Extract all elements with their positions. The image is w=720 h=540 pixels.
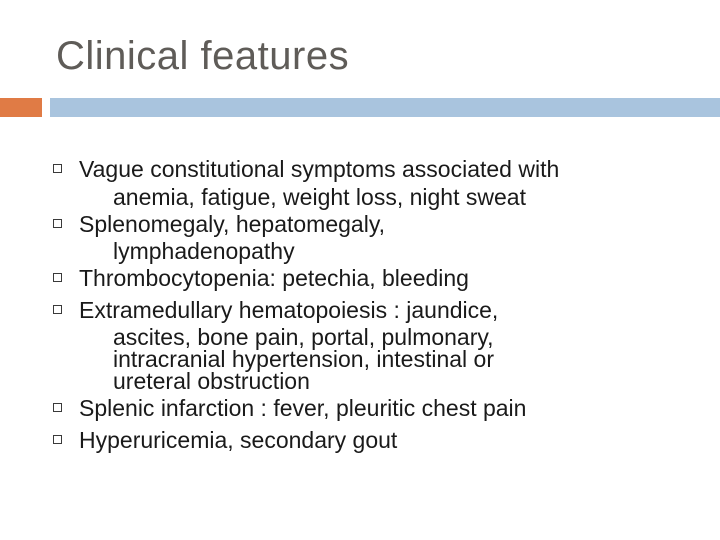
- bullet-list: [50, 155, 690, 455]
- bullet-text: Splenomegaly, hepatomegaly,: [79, 210, 386, 237]
- bullet-text: Extramedullary hematopoiesis : jaundice,: [79, 296, 499, 323]
- title-accent-bar-blue: [50, 98, 720, 117]
- bullet-item: [50, 296, 690, 393]
- hollow-square-bullet-icon: [53, 273, 62, 282]
- title-accent-bar-orange: [0, 98, 42, 117]
- bullet-item: [50, 155, 690, 208]
- bullet-text: Splenic infarction : fever, pleuritic chest pain: [79, 395, 527, 421]
- bullet-text: Hyperuricemia, secondary gout: [79, 426, 398, 453]
- hollow-square-bullet-icon: [53, 403, 62, 412]
- bullet-text: Vague constitutional symptoms associated with: [79, 156, 560, 182]
- bullet-item: [50, 210, 690, 263]
- hollow-square-bullet-icon: [53, 305, 62, 314]
- bullet-text: Thrombocytopenia: petechia, bleeding: [79, 265, 469, 291]
- bullet-item: [50, 394, 690, 424]
- bullet-text-continuation: ureteral obstruction: [113, 368, 310, 394]
- bullet-item: [50, 426, 690, 456]
- bullet-item: [50, 264, 690, 294]
- hollow-square-bullet-icon: [53, 219, 62, 228]
- bullet-text-continuation: lymphadenopathy: [113, 238, 295, 264]
- bullet-text-continuation: anemia, fatigue, weight loss, night sweat: [113, 183, 526, 210]
- slide-title: Clinical features: [56, 34, 350, 78]
- bullet-text-continuation: intracranial hypertension, intestinal or: [113, 346, 494, 372]
- hollow-square-bullet-icon: [53, 164, 62, 173]
- bullet-text-continuation: ascites, bone pain, portal, pulmonary,: [113, 324, 494, 350]
- hollow-square-bullet-icon: [53, 435, 62, 444]
